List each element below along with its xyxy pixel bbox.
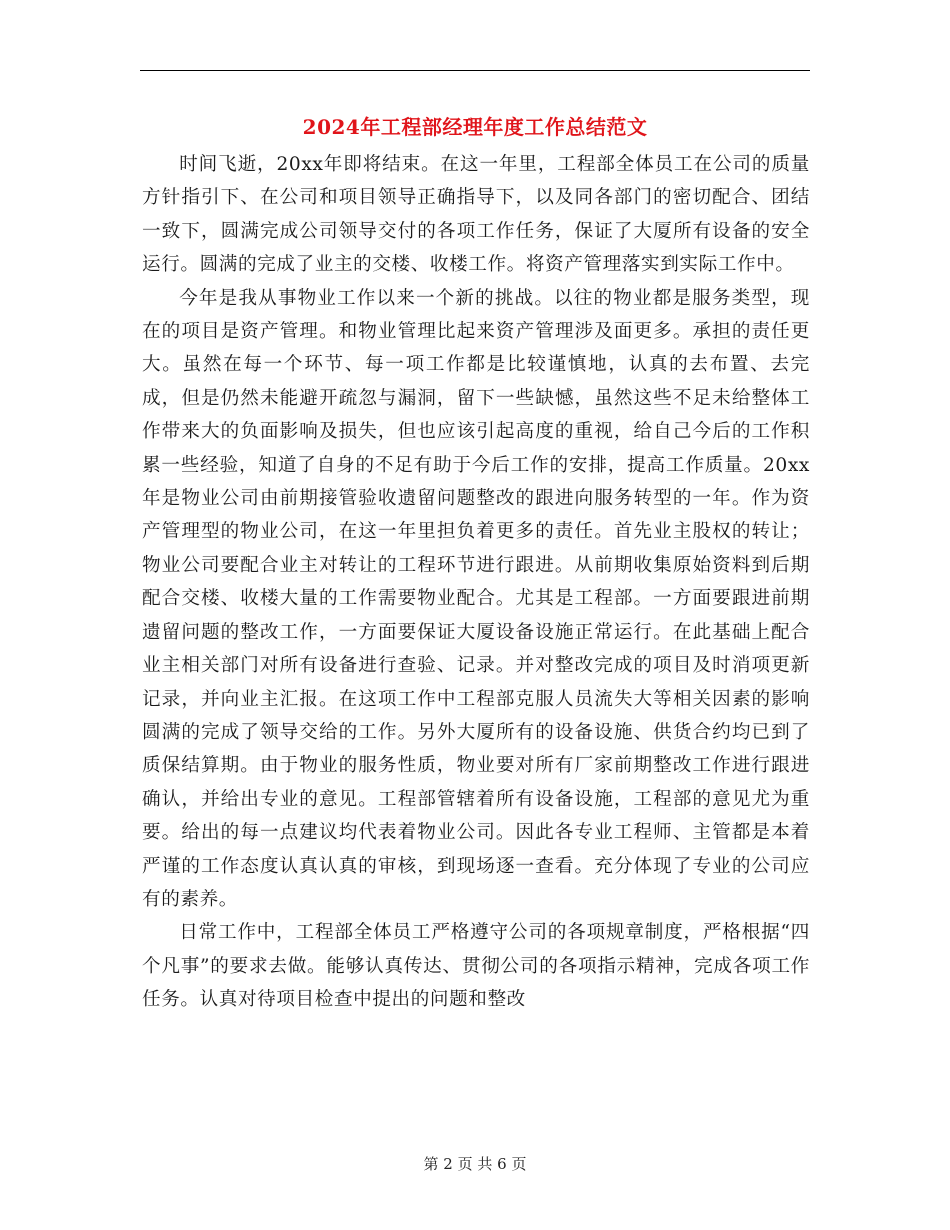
document-title: 2024年工程部经理年度工作总结范文: [302, 115, 648, 139]
page-footer: [0, 1152, 950, 1176]
header-rule: [140, 70, 810, 71]
paragraph-1: 时间飞逝，20xx年即将结束。在这一年里，工程部全体员工在公司的质量方针指引下、在公司和项目领导正确指导下，以及同各部门的密切配合、团结一致下，圆满完成公司领导交付的各项工作任务，保证了大厦所有设备的安全运行。圆满的完成了业主的交楼、收楼工作。将资产管理落实到实际工作中。: [142, 154, 810, 276]
paragraph-2: 今年是我从事物业工作以来一个新的挑战。以往的物业都是服务类型，现在的项目是资产管理。和物业管理比起来资产管理涉及面更多。承担的责任更大。虽然在每一个环节、每一项工作都是比较谨慎地，认真的去布置、去完成，但是仍然未能避开疏忽与漏洞，留下一些缺憾，虽然这些不足未给整体工作带来大的负面影响及损失，但也应该引起高度的重视，给自己今后的工作积累一些经验，知道了自身的不足有助于今后工作的安排，提高工作质量。20xx年是物业公司由前期接管验收遗留问题整改的跟进向服务转型的一年。作为资产管理型的物业公司，在这一年里担负着更多的责任。首先业主股权的转让；物业公司要配合业主对转让的工程环节进行跟进。从前期收集原始资料到后期配合交楼、收楼大量的工作需要物业配合。尤其是工程部。一方面要跟进前期遗留问题的整改工作，一方面要保证大厦设备设施正常运行。在此基础上配合业主相关部门对所有设备进行查验、记录。并对整改完成的项目及时消项更新记录，并向业主汇报。在这项工作中工程部克服人员流失大等相关因素的影响圆满的完成了领导交给的工作。另外大厦所有的设备设施、供货合约均已到了质保结算期。由于物业的服务性质，物业要对所有厂家前期整改工作进行跟进确认，并给出专业的意见。工程部管辖着所有设备设施，工程部的意见尤为重要。给出的每一点建议均代表着物业公司。因此各专业工程师、主管都是本着严谨的工作态度认真认真的审核，到现场逐一查看。充分体现了专业的公司应有的素养。: [142, 287, 810, 910]
document-body: [142, 148, 810, 1017]
paragraph-3: 日常工作中，工程部全体员工严格遵守公司的各项规章制度，严格根据“四个凡事”的要求去做。能够认真传达、贯彻公司的各项指示精神，完成各项工作任务。认真对待项目检查中提出的问题和整改: [142, 922, 810, 1011]
page-number-label: 第 2 页 共 6 页: [423, 1155, 527, 1173]
